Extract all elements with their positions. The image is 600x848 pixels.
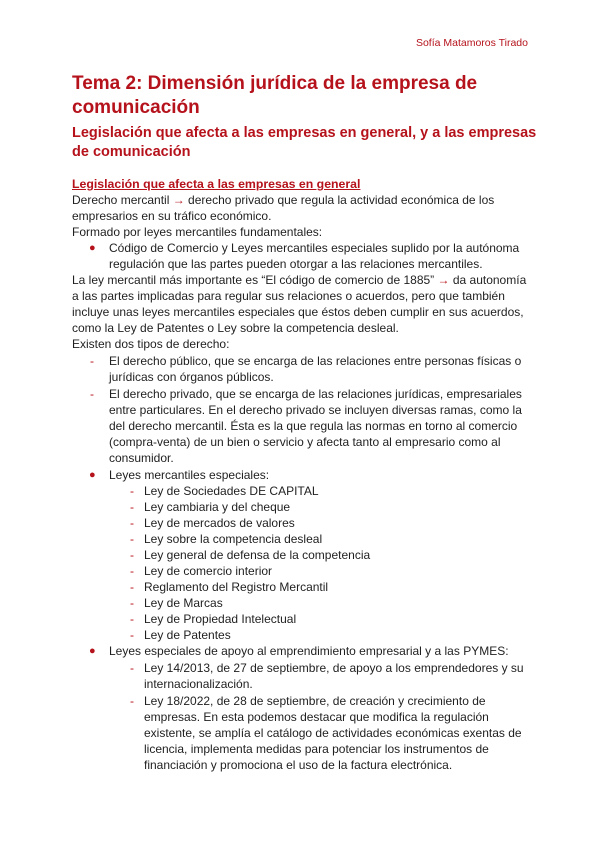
dash-icon: - [130,661,134,675]
dash-icon: - [130,580,134,594]
list-item-text: El derecho público, que se encarga de las relaciones entre personas físicas o jurídicas con órganos públicos. [109,354,522,384]
special-laws-list [72,483,532,643]
list-item [72,579,532,595]
dash-icon: - [130,612,134,626]
dash-icon: - [130,516,134,530]
dash-icon: - [130,596,134,610]
list-item [72,611,532,627]
paragraph-text: Derecho mercantil [72,193,173,207]
list-item-text: Ley de Patentes [144,628,231,642]
paragraph-text: La ley mercantil más importante es “El código de comercio de 1885” [72,273,438,287]
list-item-text: Ley general de defensa de la competencia [144,548,371,562]
list-item-text: Ley de Sociedades DE CAPITAL [144,484,319,498]
list-item-text: Código de Comercio y Leyes mercantiles especiales suplido por la autónoma regulación que las partes pueden otorgar a las relaciones mercantiles. [109,241,520,271]
list-item-text: Ley 14/2013, de 27 de septiembre, de apoyo a los emprendedores y su internacionalización. [144,661,524,691]
list-item-text: El derecho privado, que se encarga de las relaciones jurídicas, empresariales entre particulares. En el derecho privado se incluyen diversas ramas, como la del derecho mercantil. Ésta es la que regula las normas en torno al comercio (compra-venta) de un bien o servicio y afecta tanto al empresario como al consumidor. [109,387,522,465]
list-item [72,693,532,773]
paragraph-formado: Formado por leyes mercantiles fundamentales: [72,225,323,239]
list-item-text: Ley 18/2022, de 28 de septiembre, de creación y crecimiento de empresas. En esta podemos destacar que modifica la regulación existente, se amplía el catálogo de actividades económicas exentas de licencia, implementa medidas para potenciar los instrumentos de financiación y promociona el uso de la factura electrónica. [144,694,522,772]
pymes-laws-list [72,660,532,773]
paragraph-text: da autonomía a las partes implicadas para regular sus relaciones o acuerdos, pero que también incluye unas leyes mercantiles especiales que éstos deben cumplir en sus acuerdos, como la Ley de Patentes o Ley sobre la competencia desleal. [72,273,527,335]
dash-icon: - [90,354,94,368]
list-item [72,531,532,547]
document-title: Tema 2: Dimensión jurídica de la empresa de comunicación [72,73,478,118]
bullet-icon: ● [89,469,96,481]
dash-icon: - [130,484,134,498]
list-item [72,660,532,692]
list-item-text: Reglamento del Registro Mercantil [144,580,329,594]
list-item [72,595,532,611]
dash-icon: - [130,564,134,578]
list-item [72,467,532,483]
list-item [72,627,532,643]
arrow-icon: → [172,193,185,207]
bullet-icon: ● [89,645,96,657]
list-item [72,353,532,385]
list-item-text: Leyes mercantiles especiales: [109,468,270,482]
dash-icon: - [130,628,134,642]
list-item-text: Leyes especiales de apoyo al emprendimiento empresarial y a las PYMES: [109,644,509,658]
list-item [72,547,532,563]
list-item [72,643,532,659]
document-body [72,176,532,773]
bullet-list [72,467,532,483]
arrow-icon: → [437,273,450,287]
list-item [72,386,532,466]
section-heading: Legislación que afecta a las empresas en general [72,177,361,191]
paragraph-derecho-mercantil [72,192,532,224]
list-item [72,483,532,499]
dash-icon: - [90,387,94,401]
bullet-list [72,643,532,659]
list-item-text: Ley de Marcas [144,596,223,610]
bullet-list [72,240,532,272]
list-item-text: Ley de mercados de valores [144,516,295,530]
paragraph-tipos-derecho: Existen dos tipos de derecho: [72,337,230,351]
list-item [72,499,532,515]
list-item-text: Ley de comercio interior [144,564,273,578]
dash-icon: - [130,694,134,708]
list-item [72,563,532,579]
list-item-text: Ley cambiaria y del cheque [144,500,291,514]
list-item-text: Ley de Propiedad Intelectual [144,612,297,626]
dash-list [72,353,532,466]
document-subtitle: Legislación que afecta a las empresas en general, y a las empresas de comunicación [72,125,537,160]
list-item [72,240,532,272]
bullet-icon: ● [89,242,96,254]
dash-icon: - [130,548,134,562]
list-item [72,515,532,531]
dash-icon: - [130,500,134,514]
list-item-text: Ley sobre la competencia desleal [144,532,323,546]
author-name: Sofía Matamoros Tirado [415,37,528,49]
paragraph-codigo-comercio [72,272,532,336]
dash-icon: - [130,532,134,546]
paragraph-text: derecho privado que regula la actividad económica de los empresarios en su tráfico económico. [72,193,495,223]
